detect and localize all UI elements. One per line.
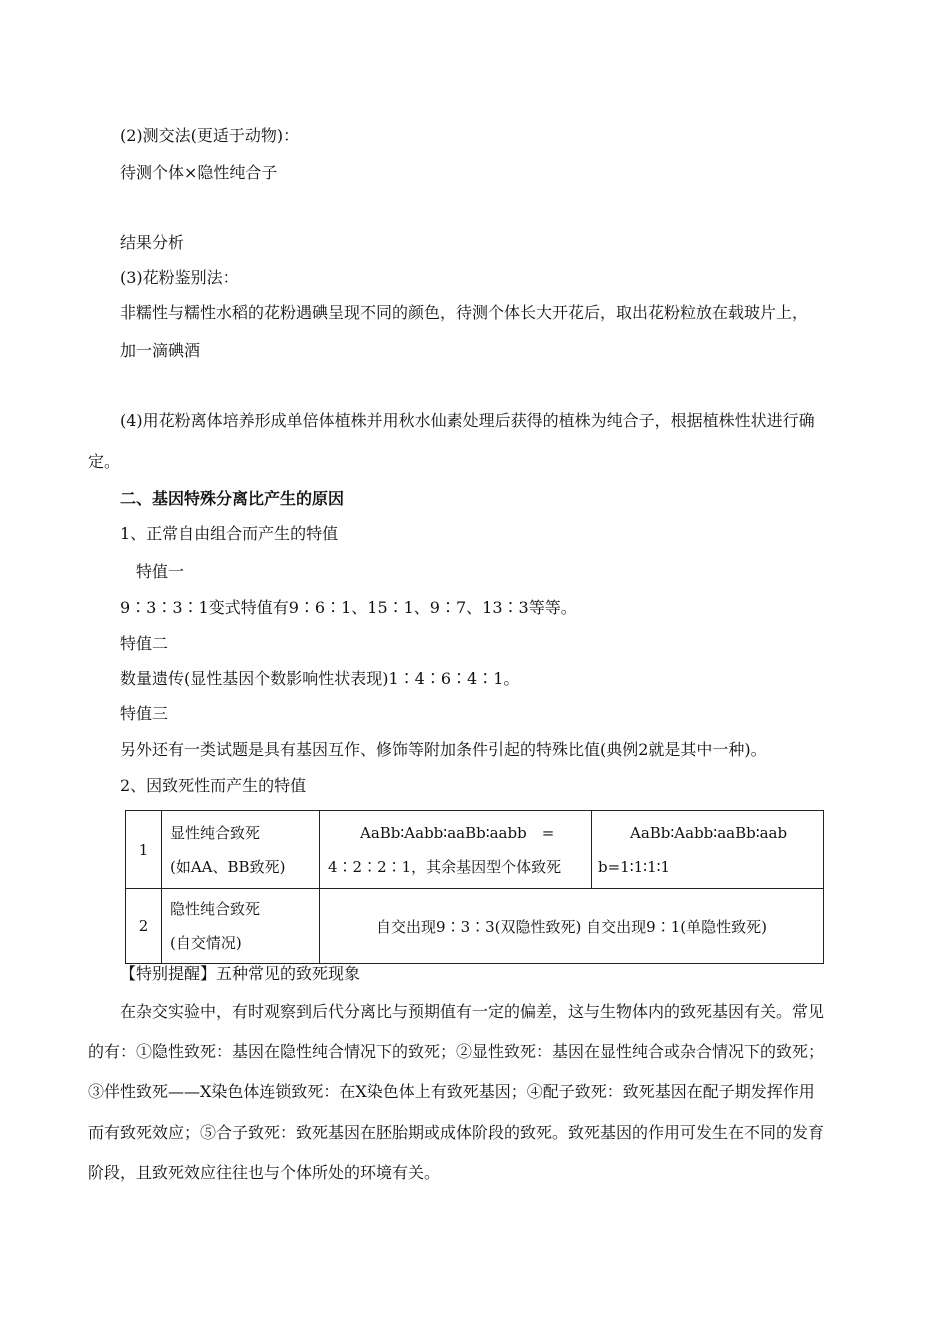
ratio-cell [592, 811, 824, 889]
pollen-method-text-1: 非糯性与糯性水稻的花粉遇碘呈现不同的颜色，待测个体长大开花后，取出花粉粒放在载玻片上， [120, 303, 809, 322]
special-value-1-label: 特值一 [136, 562, 185, 581]
ratio-merged-text: 自交出现9∶3∶3(双隐性致死) 自交出现9∶1(单隐性致死) [376, 917, 767, 936]
lethal-type-line: (如AA、BB致死) [170, 857, 286, 876]
haploid-method-text-1: (4)用花粉离体培养形成单倍体植株并用秋水仙素处理后获得的植株为纯合子，根据植株性状进行确 [120, 411, 815, 430]
ratio-line: AaBb∶Aabb∶aaBb∶aabb = [360, 823, 555, 842]
table-row [126, 889, 824, 964]
lethal-type-cell [162, 811, 320, 889]
table-row [126, 811, 824, 889]
ratio-line: b=1∶1∶1∶1 [598, 857, 671, 876]
ratio-line: 4∶2∶2∶1，其余基因型个体致死 [328, 857, 562, 876]
special-value-3-text: 另外还有一类试题是具有基因互作、修饰等附加条件引起的特殊比值(典例2就是其中一种)。 [120, 740, 767, 759]
lethal-type-line: 隐性纯合致死 [170, 900, 261, 918]
lethal-paragraph-line-1: 在杂交实验中，有时观察到后代分离比与预期值有一定的偏差，这与生物体内的致死基因有关。常见 [120, 1002, 825, 1021]
special-value-3-label: 特值三 [120, 704, 169, 723]
row-number: 2 [126, 889, 162, 964]
ratio-cell [320, 811, 592, 889]
method-testcross-heading: (2)测交法(更适于动物)： [120, 126, 300, 145]
lethal-paragraph-line-3: ③伴性致死——X染色体连锁致死：在X染色体上有致死基因；④配子致死：致死基因在配子期发挥作用 [88, 1082, 815, 1101]
section-heading: 二、基因特殊分离比产生的原因 [120, 489, 345, 508]
ratio-merged-cell [320, 889, 824, 964]
special-reminder-heading: 【特别提醒】五种常见的致死现象 [120, 964, 361, 983]
lethal-paragraph-line-5: 阶段，且致死效应往往也与个体所处的环境有关。 [88, 1163, 441, 1182]
haploid-method-text-2: 定。 [88, 452, 121, 471]
row-number: 1 [126, 811, 162, 889]
result-analysis-label: 结果分析 [120, 233, 185, 252]
lethal-ratio-table [125, 810, 824, 964]
testcross-formula: 待测个体×隐性纯合子 [120, 163, 278, 182]
ratio-line: AaBb∶Aabb∶aaBb∶aab [630, 823, 788, 842]
lethal-type-line: 显性纯合致死 [170, 823, 261, 842]
subsection-2-heading: 2、因致死性而产生的特值 [120, 776, 307, 795]
lethal-type-line: (自交情况) [170, 934, 242, 952]
subsection-1-heading: 1、正常自由组合而产生的特值 [120, 524, 339, 543]
special-value-2-text: 数量遗传(显性基因个数影响性状表现)1∶4∶6∶4∶1。 [120, 669, 520, 688]
special-value-2-label: 特值二 [120, 634, 169, 653]
lethal-paragraph-line-4: 而有致死效应；⑤合子致死：致死基因在胚胎期或成体阶段的致死。致死基因的作用可发生在不同的发育 [88, 1123, 825, 1142]
special-value-1-text: 9∶3∶3∶1变式特值有9∶6∶1、15∶1、9∶7、13∶3等等。 [120, 598, 577, 617]
lethal-type-cell [162, 889, 320, 964]
method-pollen-heading: (3)花粉鉴别法： [120, 268, 239, 287]
lethal-paragraph-line-2: 的有：①隐性致死：基因在隐性纯合情况下的致死；②显性致死：基因在显性纯合或杂合情况下的致死； [88, 1042, 825, 1061]
pollen-method-text-2: 加一滴碘酒 [120, 341, 201, 360]
